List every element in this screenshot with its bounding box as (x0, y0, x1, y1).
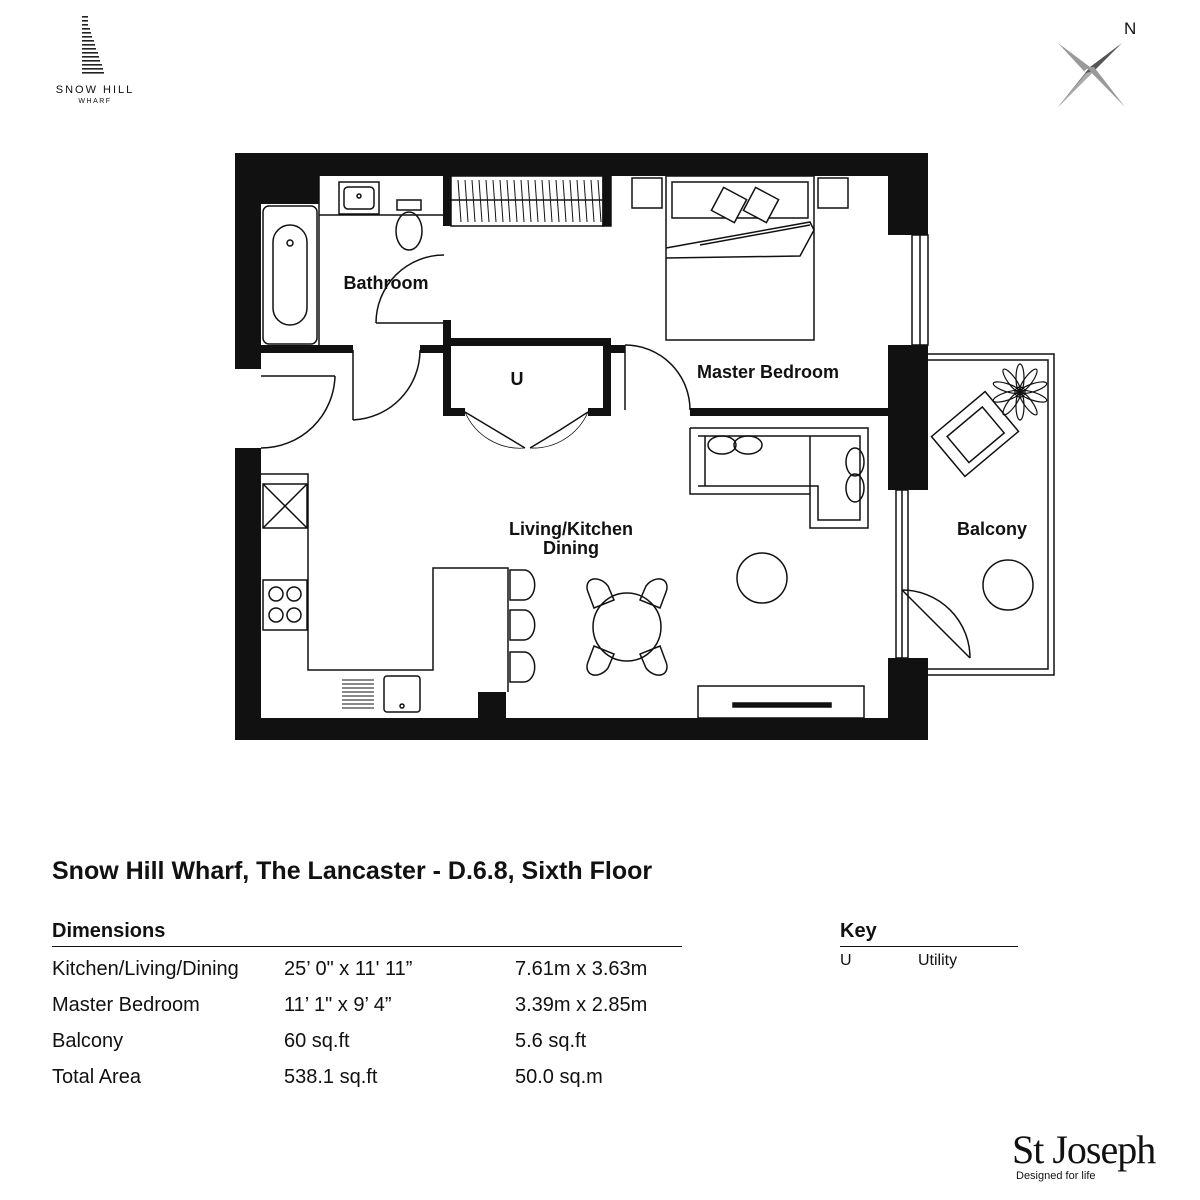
living-kitchen-label: Living/Kitchen (508, 519, 634, 539)
developer-tagline: Designed for life (1016, 1170, 1096, 1182)
dimensions-heading: Dimensions (52, 920, 682, 947)
table-row (52, 1023, 647, 1059)
room-name: Balcony (52, 1029, 124, 1052)
page-title: Snow Hill Wharf, The Lancaster - D.6.8, Sixth Floor (52, 857, 653, 885)
table-row (52, 1059, 647, 1095)
table-row (52, 987, 647, 1023)
dining-label: Dining (543, 538, 599, 558)
room-name: Master Bedroom (52, 993, 200, 1016)
balcony-outline (928, 354, 1054, 675)
metric-size: 7.61m x 3.63m (515, 957, 648, 980)
table-row (52, 951, 647, 987)
corner-sofa-icon (690, 428, 868, 528)
logo-line1: SNOW HILL (55, 84, 135, 96)
dimensions-table (52, 951, 647, 1095)
dimensions-section (52, 920, 682, 1095)
dining-table-icon (587, 579, 667, 675)
imperial-size: 538.1 sq.ft (284, 1065, 378, 1088)
side-table-icon (737, 553, 787, 603)
wardrobe-hangers (458, 180, 601, 222)
hob-icon (263, 580, 307, 630)
key-section (840, 920, 1018, 970)
bathtub-icon (263, 206, 317, 344)
master-bedroom-label: Master Bedroom (696, 362, 840, 382)
toilet-icon (397, 200, 421, 210)
kitchen-sink-icon (384, 676, 420, 712)
bathroom-label: Bathroom (343, 273, 429, 293)
balcony-label: Balcony (956, 519, 1028, 539)
bar-stools (510, 570, 535, 682)
snow-hill-wharf-logo (40, 14, 150, 114)
compass (1050, 15, 1150, 115)
kitchen-units (261, 474, 508, 712)
bedside-table-icon (632, 178, 662, 208)
metric-size: 3.39m x 2.85m (515, 993, 648, 1016)
st-joseph-logo (1012, 1127, 1162, 1185)
metric-size: 5.6 sq.ft (515, 1029, 587, 1052)
drainer-icon (342, 680, 374, 708)
potted-plant-icon (992, 364, 1048, 420)
logo-line2: WHARF (78, 98, 112, 105)
floor-plan (200, 140, 1100, 760)
compass-north-label: N (1124, 19, 1137, 38)
imperial-size: 25’ 0" x 11' 11” (284, 957, 413, 980)
key-heading: Key (840, 920, 1018, 947)
balcony-armchair-icon (931, 392, 1018, 477)
room-name: Total Area (52, 1065, 141, 1088)
bedside-table-icon (818, 178, 848, 208)
bedroom-furniture (632, 176, 848, 340)
key-code: U (840, 952, 852, 969)
metric-size: 50.0 sq.m (515, 1065, 603, 1088)
tv-unit-icon (698, 686, 864, 718)
tower-icon (40, 14, 150, 82)
imperial-size: 60 sq.ft (284, 1029, 350, 1052)
side-table-icon (983, 560, 1033, 610)
key-meaning: Utility (918, 952, 958, 969)
key-item (840, 952, 1018, 970)
imperial-size: 11’ 1" x 9’ 4” (284, 993, 392, 1016)
utility-label: U (510, 369, 524, 389)
outer-walls (235, 153, 928, 740)
room-name: Kitchen/Living/Dining (52, 957, 239, 980)
developer-name: St Joseph (1012, 1127, 1156, 1172)
